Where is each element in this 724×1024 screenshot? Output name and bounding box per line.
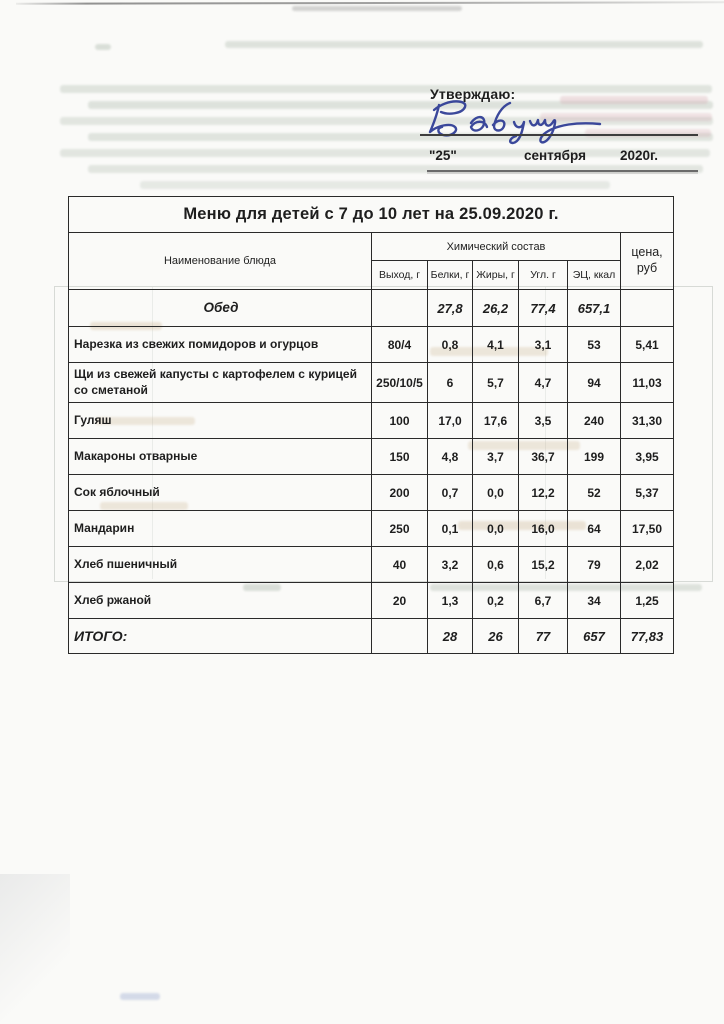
dish-value-cell: 1,3 xyxy=(428,583,473,619)
dish-value-cell: 0,0 xyxy=(473,511,519,547)
dish-value-cell: 20 xyxy=(372,583,428,619)
dish-value-cell: 80/4 xyxy=(372,327,428,363)
dish-value-cell: 52 xyxy=(568,475,621,511)
dish-value-cell: 199 xyxy=(568,439,621,475)
column-header-carbs: Угл. г xyxy=(519,261,568,290)
dish-name-cell: Сок яблочный xyxy=(69,475,372,511)
dish-value-cell: 0,7 xyxy=(428,475,473,511)
approval-label: Утверждаю: xyxy=(430,86,516,102)
dish-value-cell: 16,0 xyxy=(519,511,568,547)
menu-table-body xyxy=(69,197,674,654)
dish-value-cell: 12,2 xyxy=(519,475,568,511)
dish-value-cell: 3,5 xyxy=(519,403,568,439)
dish-value-cell: 4,8 xyxy=(428,439,473,475)
dish-value-cell: 64 xyxy=(568,511,621,547)
column-header-protein: Белки, г xyxy=(428,261,473,290)
table-row xyxy=(69,511,674,547)
dish-value-cell: 79 xyxy=(568,547,621,583)
total-value-cell xyxy=(372,619,428,654)
dish-value-cell: 6 xyxy=(428,363,473,403)
meal-name-cell: Обед xyxy=(69,290,372,327)
table-row xyxy=(69,403,674,439)
dish-value-cell: 36,7 xyxy=(519,439,568,475)
scan-corner-shadow xyxy=(0,874,70,1024)
dish-value-cell: 4,1 xyxy=(473,327,519,363)
dish-name-cell: Мандарин xyxy=(69,511,372,547)
dish-value-cell: 17,0 xyxy=(428,403,473,439)
dish-value-cell: 5,37 xyxy=(621,475,674,511)
dish-name-cell: Хлеб ржаной xyxy=(69,583,372,619)
table-row xyxy=(69,475,674,511)
approval-date-day: "25" xyxy=(429,148,457,163)
dish-value-cell: 250/10/5 xyxy=(372,363,428,403)
total-label-cell: ИТОГО: xyxy=(69,619,372,654)
table-title-row xyxy=(69,197,674,233)
table-row xyxy=(69,327,674,363)
dish-value-cell: 3,2 xyxy=(428,547,473,583)
meal-value-cell: 657,1 xyxy=(568,290,621,327)
table-row xyxy=(69,547,674,583)
dish-value-cell: 53 xyxy=(568,327,621,363)
total-value-cell: 77,83 xyxy=(621,619,674,654)
dish-value-cell: 250 xyxy=(372,511,428,547)
dish-name-cell: Нарезка из свежих помидоров и огурцов xyxy=(69,327,372,363)
approval-date-year: 2020г. xyxy=(620,148,659,163)
menu-table xyxy=(68,196,674,654)
dish-name-cell: Гуляш xyxy=(69,403,372,439)
scan-artifact-line xyxy=(16,1,724,4)
meal-value-cell: 26,2 xyxy=(473,290,519,327)
dish-value-cell: 0,8 xyxy=(428,327,473,363)
dish-value-cell: 1,25 xyxy=(621,583,674,619)
dish-value-cell: 5,41 xyxy=(621,327,674,363)
column-header-chemical-composition: Химический состав xyxy=(372,233,621,261)
meal-value-cell: 77,4 xyxy=(519,290,568,327)
total-value-cell: 77 xyxy=(519,619,568,654)
dish-value-cell: 6,7 xyxy=(519,583,568,619)
table-row-meal xyxy=(69,290,674,327)
table-header-row xyxy=(69,233,674,261)
signature xyxy=(424,94,614,148)
total-value-cell: 26 xyxy=(473,619,519,654)
table-row-total xyxy=(69,619,674,654)
dish-value-cell: 4,7 xyxy=(519,363,568,403)
dish-name-cell: Макароны отварные xyxy=(69,439,372,475)
dish-value-cell: 3,1 xyxy=(519,327,568,363)
date-line xyxy=(427,170,698,172)
approval-date-month: сентября xyxy=(524,148,586,163)
dish-value-cell: 31,30 xyxy=(621,403,674,439)
dish-value-cell: 3,95 xyxy=(621,439,674,475)
dish-name-cell: Щи из свежей капусты с картофелем с курицей со сметаной xyxy=(69,363,372,403)
total-value-cell: 657 xyxy=(568,619,621,654)
dish-value-cell: 5,7 xyxy=(473,363,519,403)
dish-value-cell: 15,2 xyxy=(519,547,568,583)
dish-value-cell: 17,6 xyxy=(473,403,519,439)
signature-line xyxy=(420,134,698,136)
dish-value-cell: 100 xyxy=(372,403,428,439)
table-row xyxy=(69,439,674,475)
dish-value-cell: 0,1 xyxy=(428,511,473,547)
dish-value-cell: 34 xyxy=(568,583,621,619)
meal-value-cell: 27,8 xyxy=(428,290,473,327)
meal-value-cell xyxy=(621,290,674,327)
dish-value-cell: 240 xyxy=(568,403,621,439)
dish-value-cell: 17,50 xyxy=(621,511,674,547)
total-value-cell: 28 xyxy=(428,619,473,654)
table-row xyxy=(69,583,674,619)
dish-value-cell: 150 xyxy=(372,439,428,475)
dish-value-cell: 40 xyxy=(372,547,428,583)
dish-value-cell: 200 xyxy=(372,475,428,511)
dish-value-cell: 11,03 xyxy=(621,363,674,403)
dish-value-cell: 0,0 xyxy=(473,475,519,511)
dish-value-cell: 0,2 xyxy=(473,583,519,619)
column-header-energy: ЭЦ, ккал xyxy=(568,261,621,290)
meal-value-cell xyxy=(372,290,428,327)
table-row xyxy=(69,363,674,403)
column-header-price: цена, руб xyxy=(621,233,674,290)
dish-value-cell: 2,02 xyxy=(621,547,674,583)
table-title: Меню для детей с 7 до 10 лет на 25.09.2020 г. xyxy=(69,197,674,233)
column-header-fat: Жиры, г xyxy=(473,261,519,290)
dish-name-cell: Хлеб пшеничный xyxy=(69,547,372,583)
dish-value-cell: 94 xyxy=(568,363,621,403)
column-header-output: Выход, г xyxy=(372,261,428,290)
dish-value-cell: 3,7 xyxy=(473,439,519,475)
dish-value-cell: 0,6 xyxy=(473,547,519,583)
column-header-dish-name: Наименование блюда xyxy=(69,233,372,290)
